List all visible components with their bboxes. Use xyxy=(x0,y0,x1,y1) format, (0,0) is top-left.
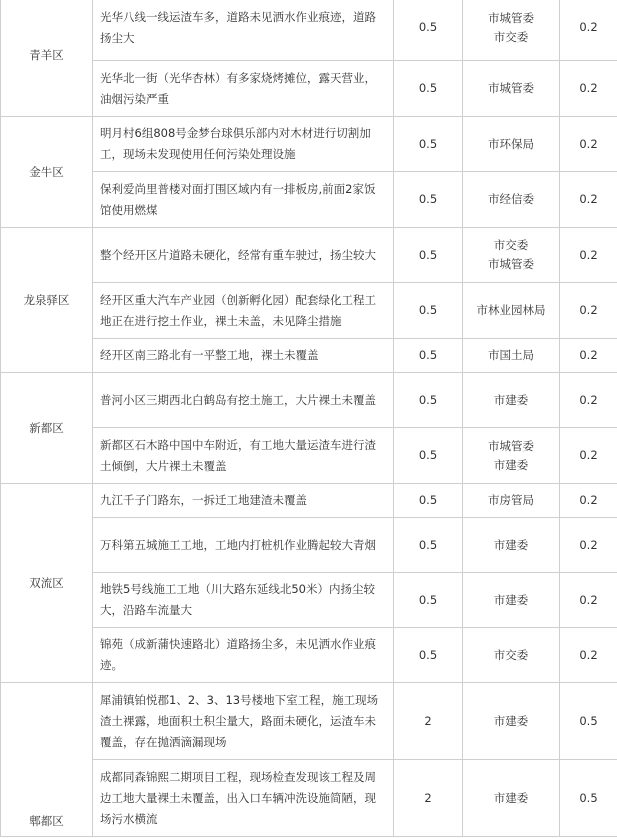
department-cell: 市城管委 xyxy=(463,61,560,117)
department-cell: 市城管委 市交委 xyxy=(463,0,560,61)
district-cell: 双流区 xyxy=(1,484,93,683)
department-cell: 市环保局 xyxy=(463,117,560,172)
deduction-cell: 0.2 xyxy=(560,283,617,339)
deduction-cell: 0.5 xyxy=(560,760,617,837)
district-cell: 龙泉驿区 xyxy=(1,228,93,373)
deduction-cell: 0.2 xyxy=(560,428,617,484)
issue-description: 万科第五城施工工地，工地内打桩机作业腾起较大青烟 xyxy=(93,518,394,573)
score-cell: 2 xyxy=(394,683,463,760)
department-cell: 市建委 xyxy=(463,573,560,628)
table-row xyxy=(1,0,617,61)
table-row xyxy=(1,518,617,573)
issue-description: 光华北一街（光华杏林）有多家烧烤摊位，露天营业，油烟污染严重 xyxy=(93,61,394,117)
table-row xyxy=(1,683,617,760)
table-row xyxy=(1,339,617,373)
deduction-cell: 0.2 xyxy=(560,339,617,373)
score-cell: 2 xyxy=(394,760,463,837)
department-cell: 市交委 xyxy=(463,628,560,683)
issue-description: 犀浦镇铂悦郡1、2、3、13号楼地下室工程，施工现场渣土裸露，地面积土积尘量大，路面未硬化，运渣车未覆盖，存在抛洒滴漏现场 xyxy=(93,683,394,760)
score-cell: 0.5 xyxy=(394,628,463,683)
score-cell: 0.5 xyxy=(394,117,463,172)
score-cell: 0.5 xyxy=(394,61,463,117)
deduction-cell: 0.2 xyxy=(560,117,617,172)
table-row xyxy=(1,117,617,172)
issue-description: 经开区重大汽车产业园（创新孵化园）配套绿化工程工地正在进行挖土作业，裸土未盖，未见降尘措施 xyxy=(93,283,394,339)
table-row xyxy=(1,373,617,428)
deduction-cell: 0.2 xyxy=(560,628,617,683)
table-row xyxy=(1,283,617,339)
deduction-cell: 0.2 xyxy=(560,0,617,61)
score-cell: 0.5 xyxy=(394,228,463,283)
department-cell: 市交委 市城管委 xyxy=(463,228,560,283)
table-row xyxy=(1,61,617,117)
department-cell: 市建委 xyxy=(463,760,560,837)
score-cell: 0.5 xyxy=(394,339,463,373)
table-row xyxy=(1,760,617,837)
score-cell: 0.5 xyxy=(394,573,463,628)
district-cell: 新都区 xyxy=(1,373,93,484)
district-cell: 青羊区 xyxy=(1,0,93,117)
issue-description: 九江千子门路东，一拆迁工地建渣未覆盖 xyxy=(93,484,394,518)
issue-description: 整个经开区片道路未硬化，经常有重车驶过，扬尘较大 xyxy=(93,228,394,283)
deduction-cell: 0.2 xyxy=(560,61,617,117)
deduction-cell: 0.2 xyxy=(560,518,617,573)
deduction-cell: 0.5 xyxy=(560,683,617,760)
department-cell: 市建委 xyxy=(463,373,560,428)
deduction-cell: 0.2 xyxy=(560,573,617,628)
table-row xyxy=(1,573,617,628)
table-row xyxy=(1,228,617,283)
issue-description: 地铁5号线施工工地（川大路东延线北50米）内扬尘较大，沿路车流量大 xyxy=(93,573,394,628)
table-row xyxy=(1,628,617,683)
issue-description: 普河小区三期西北白鹤岛有挖土施工，大片裸土未覆盖 xyxy=(93,373,394,428)
issue-description: 光华八线一线运渣车多，道路未见洒水作业痕迹，道路扬尘大 xyxy=(93,0,394,61)
district-cell: 郫都区 xyxy=(1,683,93,837)
department-cell: 市林业园林局 xyxy=(463,283,560,339)
table-row xyxy=(1,172,617,228)
department-cell: 市国土局 xyxy=(463,339,560,373)
issue-description: 新都区石木路中国中车附近，有工地大量运渣车进行渣土倾倒，大片裸土未覆盖 xyxy=(93,428,394,484)
score-cell: 0.5 xyxy=(394,428,463,484)
issue-description: 经开区南三路北有一平整工地，裸土未覆盖 xyxy=(93,339,394,373)
department-cell: 市建委 xyxy=(463,518,560,573)
table-row xyxy=(1,428,617,484)
score-cell: 0.5 xyxy=(394,0,463,61)
deduction-cell: 0.2 xyxy=(560,373,617,428)
issue-description: 保利爱尚里普楼对面打围区域内有一排板房,前面2家饭馆使用燃煤 xyxy=(93,172,394,228)
score-cell: 0.5 xyxy=(394,373,463,428)
score-cell: 0.5 xyxy=(394,484,463,518)
table-row xyxy=(1,484,617,518)
department-cell: 市建委 xyxy=(463,683,560,760)
department-cell: 市经信委 xyxy=(463,172,560,228)
deduction-cell: 0.2 xyxy=(560,484,617,518)
department-cell: 市房管局 xyxy=(463,484,560,518)
district-cell: 金牛区 xyxy=(1,117,93,228)
score-cell: 0.5 xyxy=(394,283,463,339)
deduction-cell: 0.2 xyxy=(560,228,617,283)
score-cell: 0.5 xyxy=(394,518,463,573)
score-cell: 0.5 xyxy=(394,172,463,228)
department-cell: 市城管委 市建委 xyxy=(463,428,560,484)
issue-description: 成都同森锦熙二期项目工程，现场检查发现该工程及周边工地大量裸土未覆盖，出入口车辆冲洗设施简陋，现场污水横流 xyxy=(93,760,394,837)
issue-description: 锦苑（成新蒲快速路北）道路扬尘多，未见洒水作业痕迹。 xyxy=(93,628,394,683)
deduction-cell: 0.2 xyxy=(560,172,617,228)
issue-description: 明月村6组808号金梦台球俱乐部内对木材进行切割加工，现场未发现使用任何污染处理设施 xyxy=(93,117,394,172)
